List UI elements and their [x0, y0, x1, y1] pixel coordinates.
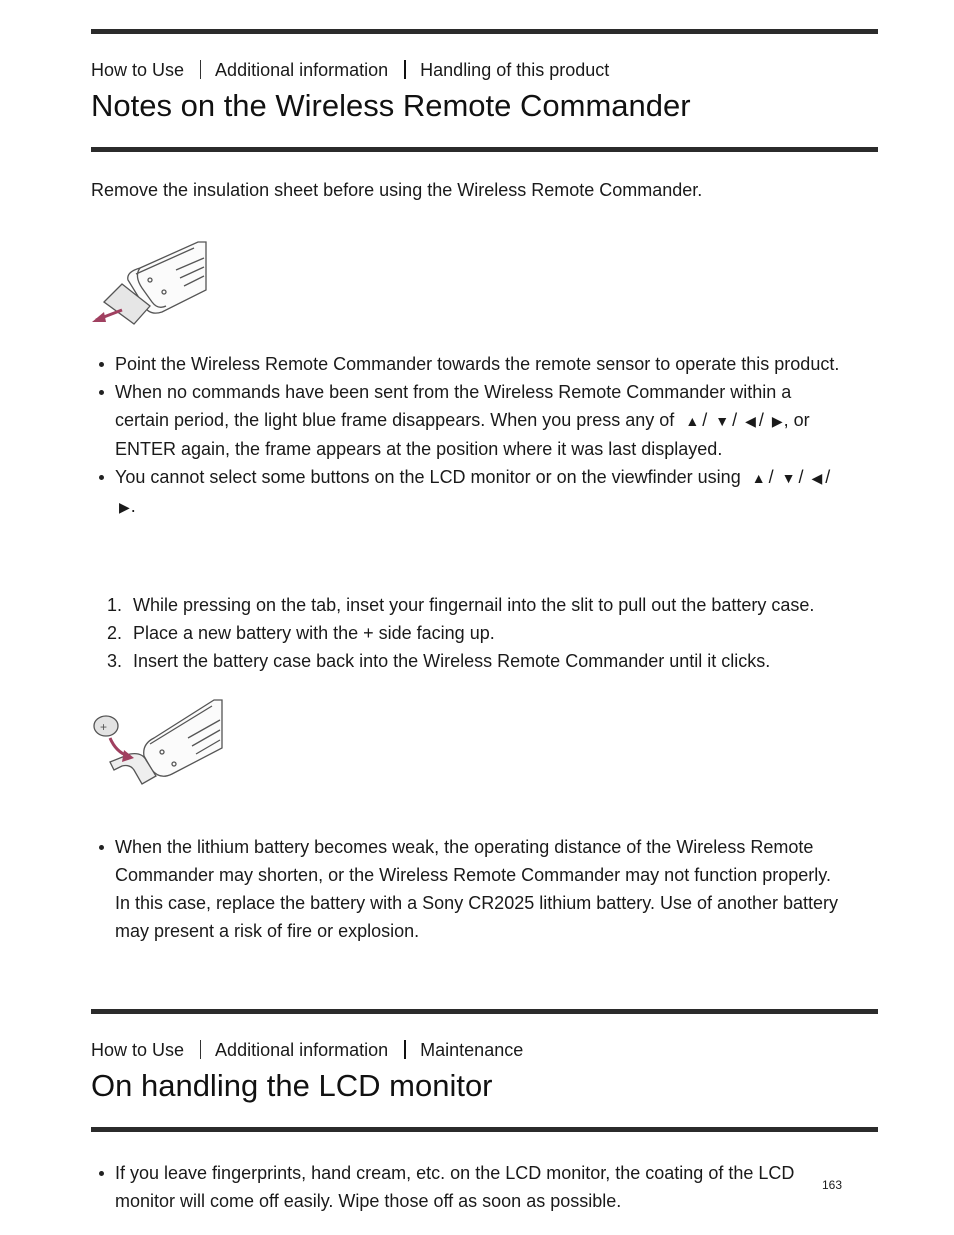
list-item: If you leave fingerprints, hand cream, etc. on the LCD monitor, the coating of the LCD monitor will come off easily. Wipe those off as soon as possible.: [91, 1159, 881, 1215]
breadcrumb-separator: [200, 1040, 201, 1059]
breadcrumb-how-to-use[interactable]: How to Use: [91, 1040, 185, 1060]
breadcrumb-maintenance[interactable]: Maintenance: [420, 1040, 524, 1060]
usage-bullet-list: [91, 350, 881, 521]
page-number: 163: [822, 1178, 843, 1192]
list-item: When no commands have been sent from the Wireless Remote Commander within a certain period, the light blue frame disappears. When you press any of ▲ / ▼ / ◀ / ▶, or ENTER again, the frame appears at the position where it was last displayed.: [91, 378, 881, 463]
section2-top-rule: [91, 1009, 878, 1014]
list-item: When the lithium battery becomes weak, the operating distance of the Wireless Remote Commander may shorten, or the Wireless Remote Commander may not function properly. In this case, replace the battery with a Sony CR2025 lithium battery. Use of another battery may present a risk of fire or explosion.: [91, 833, 881, 945]
breadcrumb-separator: [404, 60, 406, 79]
list-item: Point the Wireless Remote Commander towards the remote sensor to operate this product.: [91, 350, 881, 378]
intro-text: Remove the insulation sheet before using the Wireless Remote Commander.: [91, 180, 703, 200]
list-item: You cannot select some buttons on the LCD monitor or on the viewfinder using ▲ / ▼ / ◀ / ▶.: [91, 463, 881, 521]
up-arrow-icon: ▲: [751, 470, 766, 486]
top-rule: [91, 29, 878, 34]
step-item: 3. Insert the battery case back into the Wireless Remote Commander until it clicks.: [107, 651, 771, 671]
down-arrow-icon: ▼: [781, 470, 796, 486]
battery-replacement-illustration: [90, 698, 226, 790]
breadcrumb-additional-information[interactable]: Additional information: [215, 60, 389, 80]
section2-title: On handling the LCD monitor: [91, 1068, 493, 1103]
breadcrumb-handling[interactable]: Handling of this product: [420, 60, 610, 80]
left-arrow-icon: ◀: [745, 413, 756, 429]
step-item: 2. Place a new battery with the + side facing up.: [107, 623, 495, 643]
battery-note-list: [91, 833, 881, 945]
lcd-bullet-list: [91, 1159, 881, 1215]
section2-title-rule: [91, 1127, 878, 1132]
up-arrow-icon: ▲: [685, 413, 700, 429]
breadcrumb-separator: [200, 60, 201, 79]
step-item: 1. While pressing on the tab, inset your fingernail into the slit to pull out the battery case.: [107, 595, 815, 615]
right-arrow-icon: ▶: [771, 413, 783, 429]
breadcrumb-how-to-use[interactable]: How to Use: [91, 60, 185, 80]
right-arrow-icon: ▶: [119, 499, 130, 515]
down-arrow-icon: ▼: [715, 413, 730, 429]
left-arrow-icon: ◀: [811, 470, 823, 486]
battery-steps-list: [91, 591, 881, 675]
breadcrumb: [91, 1040, 523, 1061]
remote-insulation-illustration: [90, 240, 210, 326]
breadcrumb-separator: [404, 1040, 406, 1059]
breadcrumb: [91, 60, 609, 81]
svg-text:+: +: [100, 720, 108, 734]
title-rule: [91, 147, 878, 152]
page-title: Notes on the Wireless Remote Commander: [91, 88, 691, 123]
breadcrumb-additional-information[interactable]: Additional information: [215, 1040, 389, 1060]
